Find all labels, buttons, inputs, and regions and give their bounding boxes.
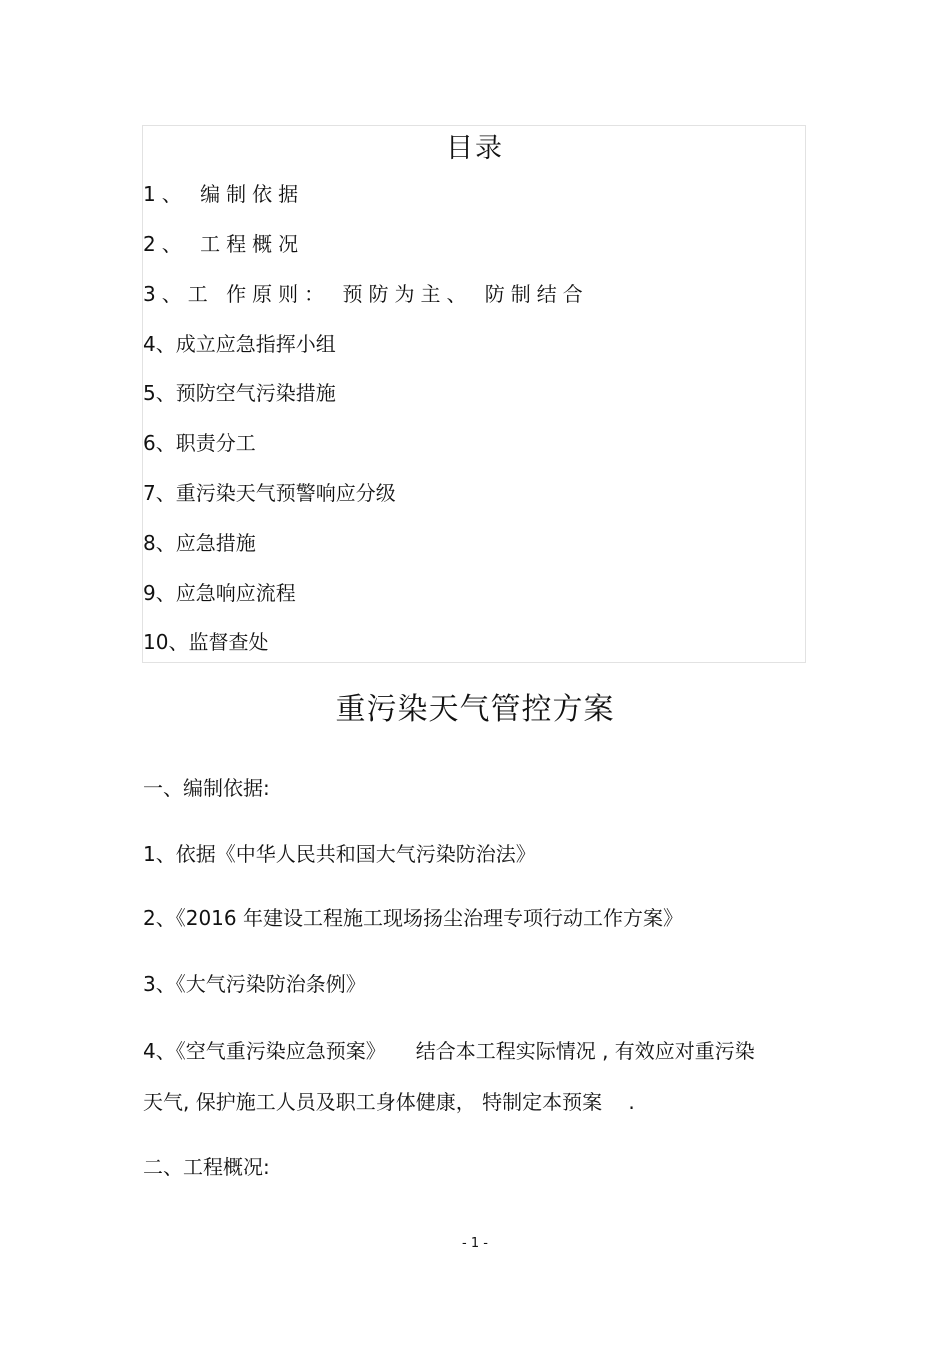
section-heading-overview: 二、工程概况:: [143, 1155, 270, 1179]
basis-item-4-continued: 天气, 保护施工人员及职工身体健康， 特制定本预案 .: [143, 1090, 635, 1114]
toc-item-2: 2、 工程概况: [143, 232, 305, 256]
basis-item-4: 4、《空气重污染应急预案》 结合本工程实际情况 , 有效应对重污染: [143, 1039, 755, 1063]
toc-item-4: 4、成立应急指挥小组: [143, 332, 336, 356]
toc-item-5: 5、预防空气污染措施: [143, 381, 336, 405]
toc-item-10: 10、监督查处: [143, 630, 269, 654]
toc-item-1: 1、 编制依据: [143, 182, 305, 206]
basis-item-3: 3、《大气污染防治条例》: [143, 972, 366, 996]
section-heading-basis: 一、编制依据:: [143, 776, 270, 800]
toc-item-8: 8、应急措施: [143, 531, 256, 555]
toc-title: 目录: [446, 133, 504, 164]
page-number: - 1 -: [462, 1236, 488, 1251]
toc-item-9: 9、应急响应流程: [143, 581, 296, 605]
basis-item-2: 2、《2016 年建设工程施工现场扬尘治理专项行动工作方案》: [143, 906, 683, 930]
toc-item-3: 3、工 作原则： 预防为主、 防制结合: [143, 282, 589, 306]
document-title: 重污染天气管控方案: [335, 692, 615, 727]
toc-item-7: 7、重污染天气预警响应分级: [143, 481, 396, 505]
toc-item-6: 6、职责分工: [143, 431, 256, 455]
basis-item-1: 1、依据《中华人民共和国大气污染防治法》: [143, 842, 536, 866]
